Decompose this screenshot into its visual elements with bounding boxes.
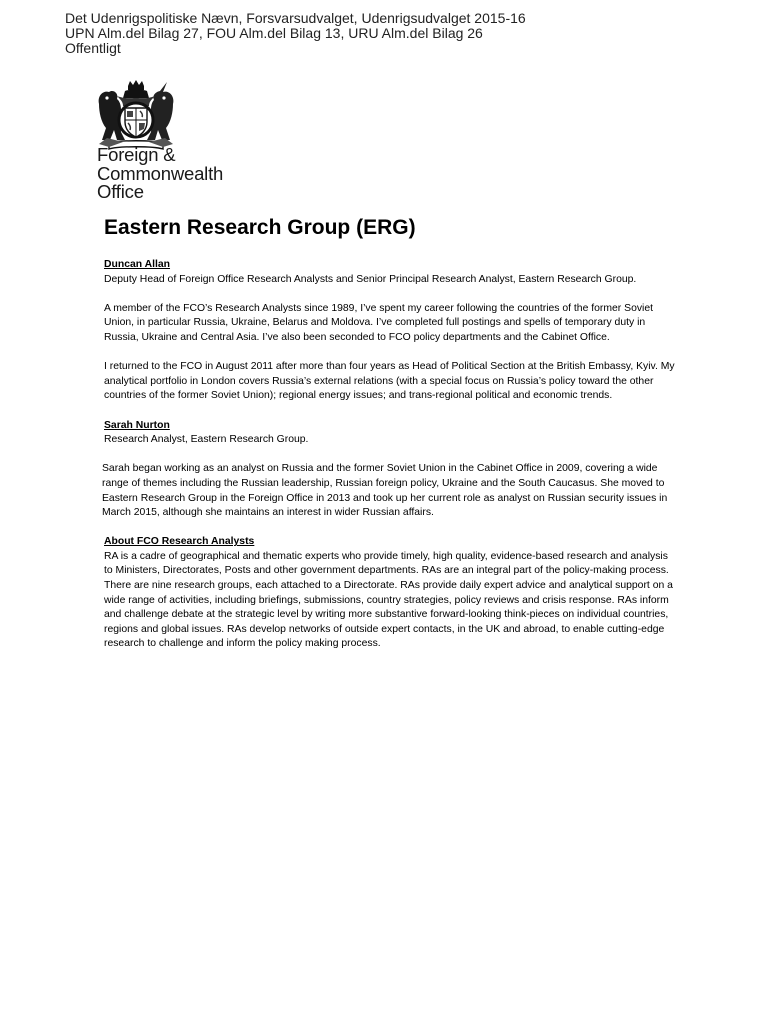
document-stamp [65,11,526,56]
section-heading: Sarah Nurton [104,419,170,431]
about-description: RA is a cadre of geographical and thematic experts who provide timely, high quality, evidence-based research and analysis to Ministers, Directorates, Posts and other government departments. RAs are an integral part of the policy-making process. There are nine research groups, each attached to a Directorate. RAs provide daily expert advice and analytical support on a wide range of activities, including briefings, submissions, country strategies, policy reviews and crisis response. RAs inform and challenge debate at the strategic level by writing more substantive forward-looking think-pieces on individual countries, regions and global issues. RAs develop networks of outside expert contacts, in the UK and abroad, to enable cutting-edge research to challenge and inform the policy making process. [104,550,673,650]
royal-coat-of-arms-icon [95,80,177,152]
logo-line-2: Commonwealth [97,162,224,184]
stamp-line-annexes: UPN Alm.del Bilag 27, FOU Alm.del Bilag 13, URU Alm.del Bilag 26 [65,25,483,41]
section-heading: Duncan Allan [104,259,171,270]
bio-paragraph: Sarah began working as an analyst on Russia and the former Soviet Union in the Cabinet Office in 2009, covering a wide range of themes including the Russian leadership, Russian foreign policy, Ukraine and the South Caucasus. She moved to Eastern Research Group in the Foreign Office in 2013 and took up her current role as analyst on Russian security issues in March 2015, although she maintains an interest in wider Russian affairs. [102,463,668,519]
document-body [104,214,676,667]
logo-line-1: Foreign & [97,144,176,165]
stamp-line-public: Offentligt [65,40,121,56]
page-title: Eastern Research Group (ERG) [104,216,416,239]
section-sarah-nurton [104,419,676,448]
role-description: Deputy Head of Foreign Office Research Analysts and Senior Principal Research Analyst, Eastern Research Group. [104,273,637,285]
section-duncan-allan [104,258,676,287]
section-heading: About FCO Research Analysts [104,536,255,548]
bio-paragraph: A member of the FCO’s Research Analysts since 1989, I’ve spent my career following the countries of the former Soviet Union, in particular Russia, Ukraine, Belarus and Moldova. I’ve completed full postings and spells of temporary duty in Russia, Ukraine and Central Asia. I’ve also been seconded to FCO policy departments and the Cabinet Office. [104,302,654,343]
fco-logo-wordmark [97,146,223,202]
role-description: Research Analyst, Eastern Research Group. [104,434,309,446]
bio-paragraph: I returned to the FCO in August 2011 after more than four years as Head of Political Section at the British Embassy, Kyiv. My analytical portfolio in London covers Russia’s external relations (with a special focus on Russia’s policy toward the other countries of the former Soviet Union); regional energy issues; and trans-regional political and economic trends. [104,361,675,402]
section-about-research-analysts [104,535,676,652]
logo-line-3: Office [97,181,144,202]
stamp-line-committees: Det Udenrigspolitiske Nævn, Forsvarsudvalget, Udenrigsudvalget 2015-16 [65,10,526,26]
